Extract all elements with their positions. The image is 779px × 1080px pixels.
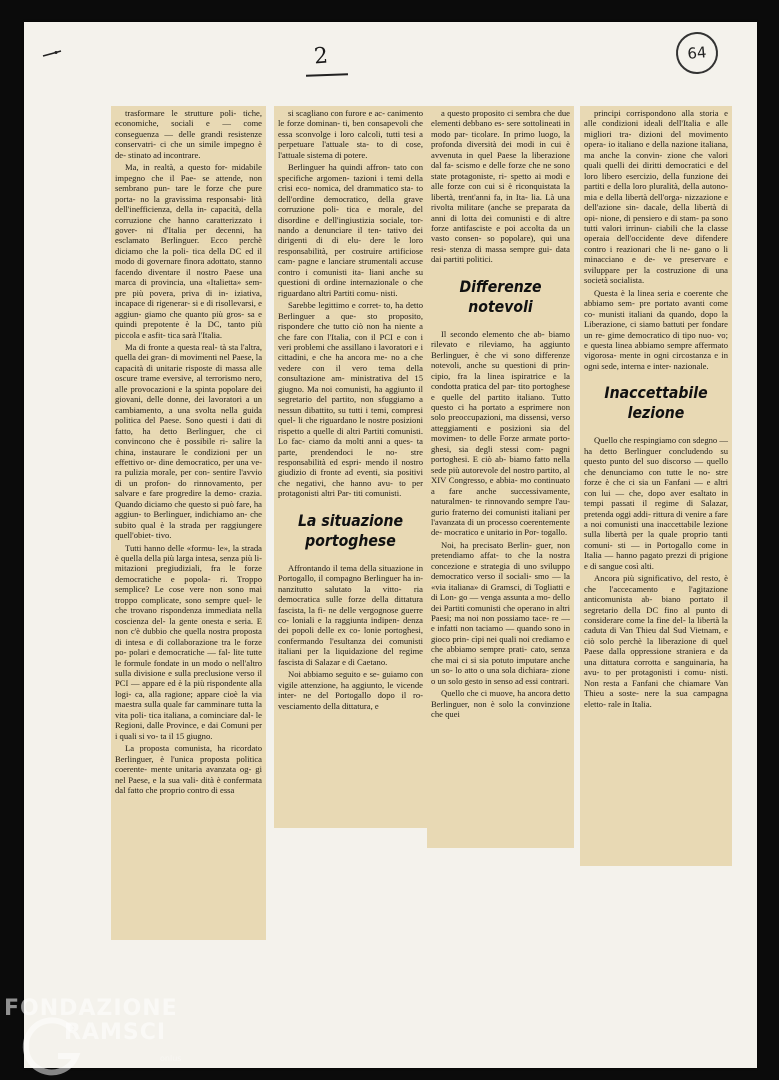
paragraph: a questo proposito ci sembra che due elementi debbano es- sere sottolineati in modo par- ticolare. In primo luogo, la profonda diversità dei modi in cui è avvenuta in quel Paese la liberazione dal fa- scismo e delle forze che ne sono state protagoniste, ri- spetto ai modi e alle forze con cui si è riconquistata la libertà, trent'anni fa, in Ita- lia. Là una rivolta militare (anche se preparata da anni di lotta dei comunisti e di altre forze antifasciste e poi accolta da un vasto consen- so popolare), qui una resi- stenza di massa sempre gui- data dai partiti politici. <box>431 108 570 265</box>
archive-number-stamp: 64 <box>674 30 720 76</box>
paragraph: Tutti hanno delle «formu- le», la strada è quella della più larga intesa, senza più li- mitazioni pregiudiziali, fra le forze democratiche e popola- ri. Troppo semplice? Le cose vere non sono mai troppo complicate, sono sempre quel- le che trovano rispondenza immediata nella coscienza del- la gente onesta e seria. E non c'è dubbio che quella nostra proposta di intesa e di collaborazione tra le forze po- polari e democratiche — fal- lite tutte le formule fondate in un modo o nell'altro sulla divisione e sulla preclusione verso il PCI — appare ed è la più rispondente alla logi- ca, alla ragione; appare cioè la via maestra sulla quale far camminare tutta la vita poli- tica italiana, a cominciare dal- le Regioni, dalle Province, e dai Comuni per i quali si vo- ta il 15 giugno. <box>115 542 262 741</box>
clipping-column-1 <box>111 106 266 940</box>
paragraph: Sarebbe legittimo e corret- to, ha detto Berlinguer a que- sto proposito, rispondere che tutto ciò non ha niente a che fare con l'Italia, con il PCI e con i veri problemi che assillano i lavoratori e i cittadini, e che ha ancora me- no a che vedere con il vero tema della consultazione am- ministrativa del 15 giugno. Ma noi comunisti, ha aggiunto il segretario del partito, non sfuggiamo a nessun dibattito, su tutti i temi, compresi quel- li che riguardano le nostre posizioni rispetto a quelle di altri Partiti comunisti. Lo fac- ciamo da molti anni a ques- ta parte, prendendoci le no- stre responsabilità ed espri- mendo il nostro giudizio di fronte ad eventi, sia positivi che negativi, che hanno avu- to per protagonisti altri Par- titi comunisti. <box>278 300 423 499</box>
paragraph: Noi, ha precisato Berlin- guer, non pretendiamo affat- to che la nostra concezione e strategia di uno sviluppo democratico verso il sociali- smo — la «via italiana» di Gramsci, di Togliatti e di Lon- go — venga assunta a mo- dello dei Partiti comunisti che operano in altri Paesi; ma noi non possiamo tace- re — e infatti non taciamo — quando sono in gioco prin- cìpi nei quali noi crediamo e che abbiamo sempre prati- cato, senza che mai ci si sia potuto imputare anche un so- lo atto o una sola dichiara- zione o un solo gesto in senso ad essi contrari. <box>431 539 570 686</box>
clipping-column-2 <box>274 106 427 828</box>
paragraph: Affrontando il tema della situazione in Portogallo, il compagno Berlinguer ha in- nanzitutto salutato la vitto- ria democratica sulle forze della dittatura fascista, la fi- ne delle vergognose guerre co- loniali e la raggiunta indipen- denza dei popoli delle ex co- lonie portoghesi, confermando l'esultanza dei comunisti italiani per la liquidazione del regime fascista di Salazar e di Caetano. <box>278 562 423 667</box>
paragraph: Quello che ci muove, ha ancora detto Berlinguer, non è solo la convinzione che quei <box>431 688 570 720</box>
paragraph: trasformare le strutture poli- tiche, economiche, sociali e — come conseguenza — delle grandi resistenze conservatri- ci che un simile impegno è de- stinato ad incontrare. <box>115 108 262 160</box>
paragraph: Noi abbiamo seguito e se- guiamo con vigile attenzione, ha aggiunto, le vicende inter- ne del Portogallo dopo il ro- vesciamento della dittatura, e <box>278 669 423 711</box>
paragraph: La proposta comunista, ha ricordato Berlinguer, è l'unica proposta politica coerente- mente unitaria avanzata og- gi nel Paese, e la sua vali- dità è confermata dal fatto che proprio contro di essa <box>115 743 262 795</box>
paragraph: Ma, in realtà, a questo for- midabile impegno che il Pae- se attende, non sembrano pun- tare le forze che pure porta- no la gravissima responsabi- lità dell'inefficienza, della in- capacità, della corruzione che hanno caratterizzato i gover- ni d'Italia per decenni, ha esclamato Berlinguer. Ecco perchè diciamo che la poli- tica della DC ed il modo di governare finora adottato, stanno facendo diventare il nostro Paese una marca di provincia, una «Italietta» sem- pre più povera, priva di in- iziativa, incapace di rigenerar- si e di risollevarsi, e aggiun- giamo che quanto più gros- sa e quindi prepotente è la DC, tanto più piccola e asfit- tica sarà l'Italia. <box>115 162 262 340</box>
subheading-portuguese-situation: La situazione portoghese <box>297 510 404 550</box>
paragraph: principi corrispondono alla storia e alle condizioni ideali dell'Italia e alle migliori tra- dizioni del movimento opera- io italiano e della nazione italiana, ma anche la convin- zione che valori quali quelli dei diritti democratici e del loro libero esercizio, della funzione dei partiti e della loro pluralità, della autono- mia e della libertà dell'orga- nizzazione e dell'azione sin- dacale, della libertà di opi- nione, di pensiero e di stam- pa sono tutti valori irrinun- ciabili che la classe operaia dell'occidente deve difendere contro i reazionari che li ne- gano o li minacciano e de- ve preservare e sviluppare per la costruzione di una società socialista. <box>584 108 728 286</box>
paragraph: Ancora più significativo, del resto, è che l'accecamento e l'agitazione anticomunista ab- biano portato il segretario della DC fino al punto di considerare come la fine del- la libertà la caduta di Van Thieu dal Sud Vietnam, e ciò solo perchè la liberazione di quel Paese dalla oppressione straniera e da una dittatura corrotta e sanguinaria, ha avu- to per protagonisti i comu- nisti. Non resta a Fanfani che chiamare Van Thieu a soste- nere la sua campagna eletto- rale in Italia. <box>584 573 728 709</box>
handwritten-page-number: 2 <box>313 43 329 70</box>
paragraph: Ma di fronte a questa real- tà sta l'altra, quella dei gran- di movimenti nel Paese, la capacità di unitarie risposte di massa alle oscure trame eversive, al terrorismo nero, alle provocazioni e la spinta popolare dei giovani, delle donne, dei lavoratori a un cambiamento, a una svolta nella guida politica del Paese. Sono questi i dati di fatto, ha detto Berlinguer, che ci convincono che è possibile ri- salire la china, instaurare le condizioni per un effettivo or- dine democratico, per una ve- ra pulizia morale, per con- sentire l'avvio di un profon- do rinnovamento, per salvare e fare progredire la demo- crazia. Quando diciamo che questo si può fare, ha aggiun- to Berlinguer, indichiamo an- che subito qual è la strada per raggiungere quell'obiet- tivo. <box>115 341 263 541</box>
watermark-small-text: onlus <box>160 1054 182 1063</box>
clipping-column-4 <box>580 106 732 866</box>
pin-mark-icon <box>42 50 62 58</box>
paragraph: Il secondo elemento che ab- biamo rilevato e rileviamo, ha aggiunto Berlinguer, è che vi sono differenze notevoli, anche su questioni di prin- cipio, fra la linea ispiratrice e la condotta pratica del par- tito portoghese e quelle del partito italiano. Tutto questo ci ha portato a esprimere non solo preoccupazioni, ma dissensi, verso atteggiamenti e posizioni sia del movimen- to delle Forze armate porto- ghesi, sia degli stessi com- pagni portoghesi. E ciò ab- biamo fatto nella sede più autorevole del nostro partito, al XIV Congresso, e abbia- mo continuato a fare anche successivamente, naturalmen- te rinnovando sempre l'au- gurio fraterno dei comunisti italiani per l'avanzata di un processo coerentemente de- mocratico e unitario in Por- togallo. <box>431 328 570 538</box>
watermark-foundation-text: FONDAZIONE <box>4 996 178 1021</box>
paragraph: Berlinguer ha quindi affron- tato con specifiche argomen- tazioni i temi della crisi eco- nomica, del drammatico sta- to dell'ordine democratico, della grave corruzione poli- tica e morale, del disordine e dell'ingiustizia sociale, tor- nando a denunciare il ten- tativo dei dirigenti di di elu- dere le loro responsabilità, per costruire artificiose cam- pagne e lanciare strumentali accuse contro i comunisti ita- liani anche su questioni di ordine internazionale o che riguardano altri Partiti comu- nisti. <box>278 162 423 298</box>
paragraph: si scagliano con furore e ac- canimento le forze dominan- ti, ben consapevoli che essa sconvolge i loro calcoli, tutti tesi a perpetuare l'attuale sta- to di cose, l'attuale sistema di potere. <box>278 108 423 160</box>
watermark-gramsci-text: RAMSCI <box>64 1020 167 1045</box>
paragraph: Questa è la linea seria e coerente che abbiamo sem- pre portato avanti come co- munisti italiani da quando, dopo la Liberazione, ci siamo battuti per fondare un re- gime democratico di tipo nuo- vo; e questa linea abbiamo sempre affermato vigorosa- mente in ogni circostanza e in ogni sede, interna e inter- nazionale. <box>584 287 728 371</box>
subheading-notable-differences: Differenze notevoli <box>459 276 542 316</box>
clipping-column-3 <box>427 106 574 848</box>
subheading-unacceptable-lesson: Inaccettabile lezione <box>604 383 708 423</box>
page-number-underline <box>306 73 348 76</box>
archive-sheet <box>24 22 757 1068</box>
paragraph: Quello che respingiamo con sdegno — ha detto Berlinguer concludendo su questo punto del suo discorso — quello che denunciamo con tutte le no- stre forze è che ci sia un Fanfani — e altri con lui — che, dopo aver esaltato in tempi passati il regime di Salazar, pretenda oggi addi- rittura di venire a fare a noi comunisti una inaccettabile lezione sulla libertà per la quale proprio tanti comuni- sti — in Portogallo come in Italia — hanno pagato prezzi di prigione e di sangue così alti. <box>584 435 728 571</box>
